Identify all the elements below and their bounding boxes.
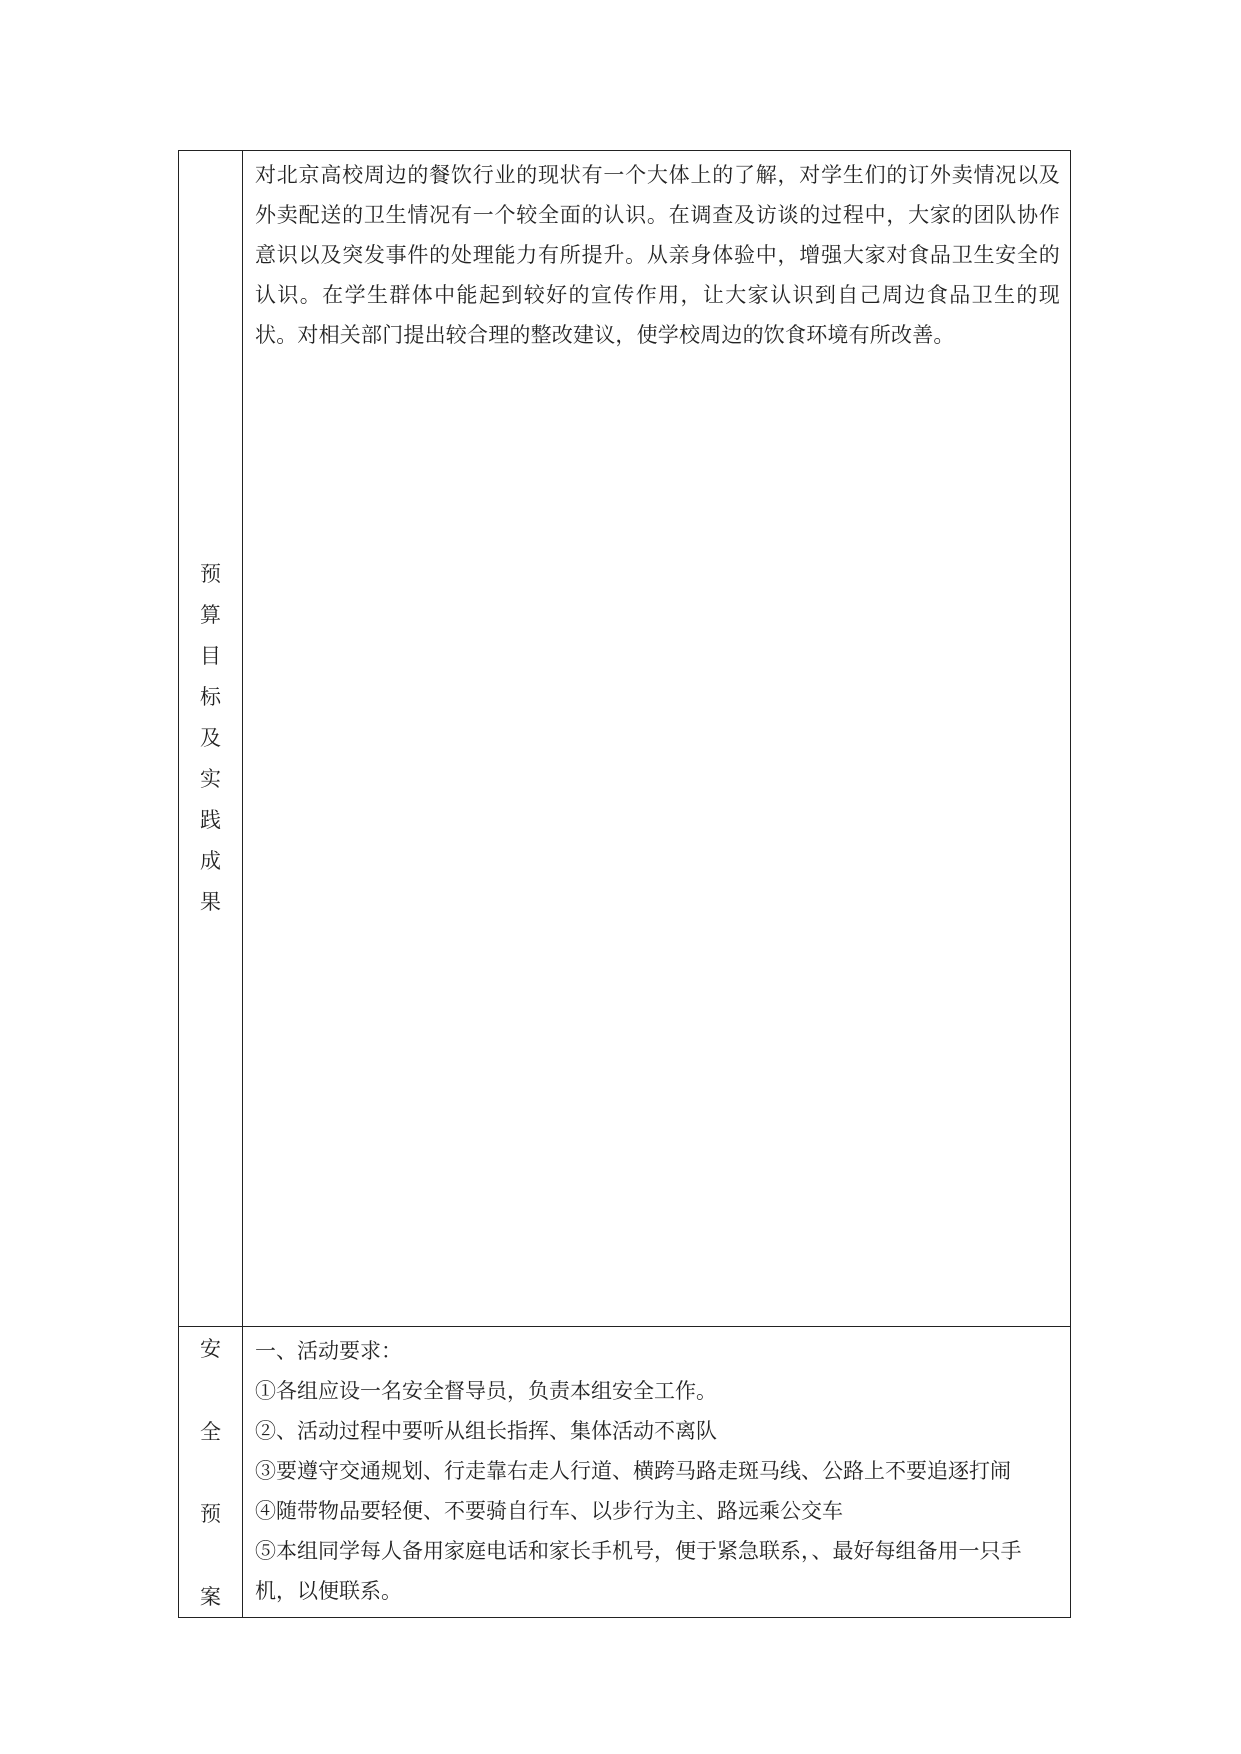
safety-label-cell — [179, 1327, 243, 1617]
safety-item: ③要遵守交通规划、行走靠右走人行道、横跨马路走斑马线、公路上不要追逐打闹 — [255, 1459, 1011, 1483]
safety-row — [179, 1327, 1070, 1617]
safety-item: ④随带物品要轻便、不要骑自行车、以步行为主、路远乘公交车 — [255, 1499, 843, 1523]
safety-item: ②、活动过程中要听从组长指挥、集体活动不离队 — [255, 1419, 717, 1443]
goals-label-char: 实 — [200, 767, 221, 791]
goals-label-char: 标 — [200, 685, 221, 709]
goals-label-char: 目 — [200, 644, 221, 668]
safety-label-char: 预 — [200, 1502, 221, 1527]
goals-label-cell — [179, 151, 243, 1326]
safety-heading: 一、活动要求： — [255, 1339, 402, 1363]
goals-content-cell — [243, 151, 1070, 1326]
safety-label-char: 安 — [200, 1337, 221, 1361]
goals-row — [179, 151, 1070, 1327]
safety-content-cell — [243, 1327, 1070, 1617]
goals-label-char: 果 — [200, 890, 221, 914]
safety-label-char: 案 — [200, 1584, 221, 1609]
goals-label-char: 及 — [200, 726, 221, 750]
goals-label-char: 践 — [200, 808, 221, 832]
goals-label-char: 预 — [200, 562, 221, 586]
safety-item: ①各组应设一名安全督导员，负责本组安全工作。 — [255, 1379, 717, 1403]
safety-item: ⑤本组同学每人备用家庭电话和家长手机号，便于紧急联系，、最好每组备用一只手机，以便联系。 — [255, 1539, 1022, 1603]
plan-table — [178, 150, 1071, 1618]
goals-label-char: 算 — [200, 603, 221, 627]
goals-paragraph: 对北京高校周边的餐饮行业的现状有一个大体上的了解，对学生们的订外卖情况以及外卖配送的卫生情况有一个较全面的认识。在调查及访谈的过程中，大家的团队协作意识以及突发事件的处理能力有所提升。从亲身体验中，增强大家对食品卫生安全的认识。在学生群体中能起到较好的宣传作用，让大家认识到自己周边食品卫生的现状。对相关部门提出较合理的整改建议，使学校周边的饮食环境有所改善。 — [255, 163, 1060, 347]
safety-label-char: 全 — [200, 1419, 221, 1444]
goals-label-char: 成 — [200, 849, 221, 873]
